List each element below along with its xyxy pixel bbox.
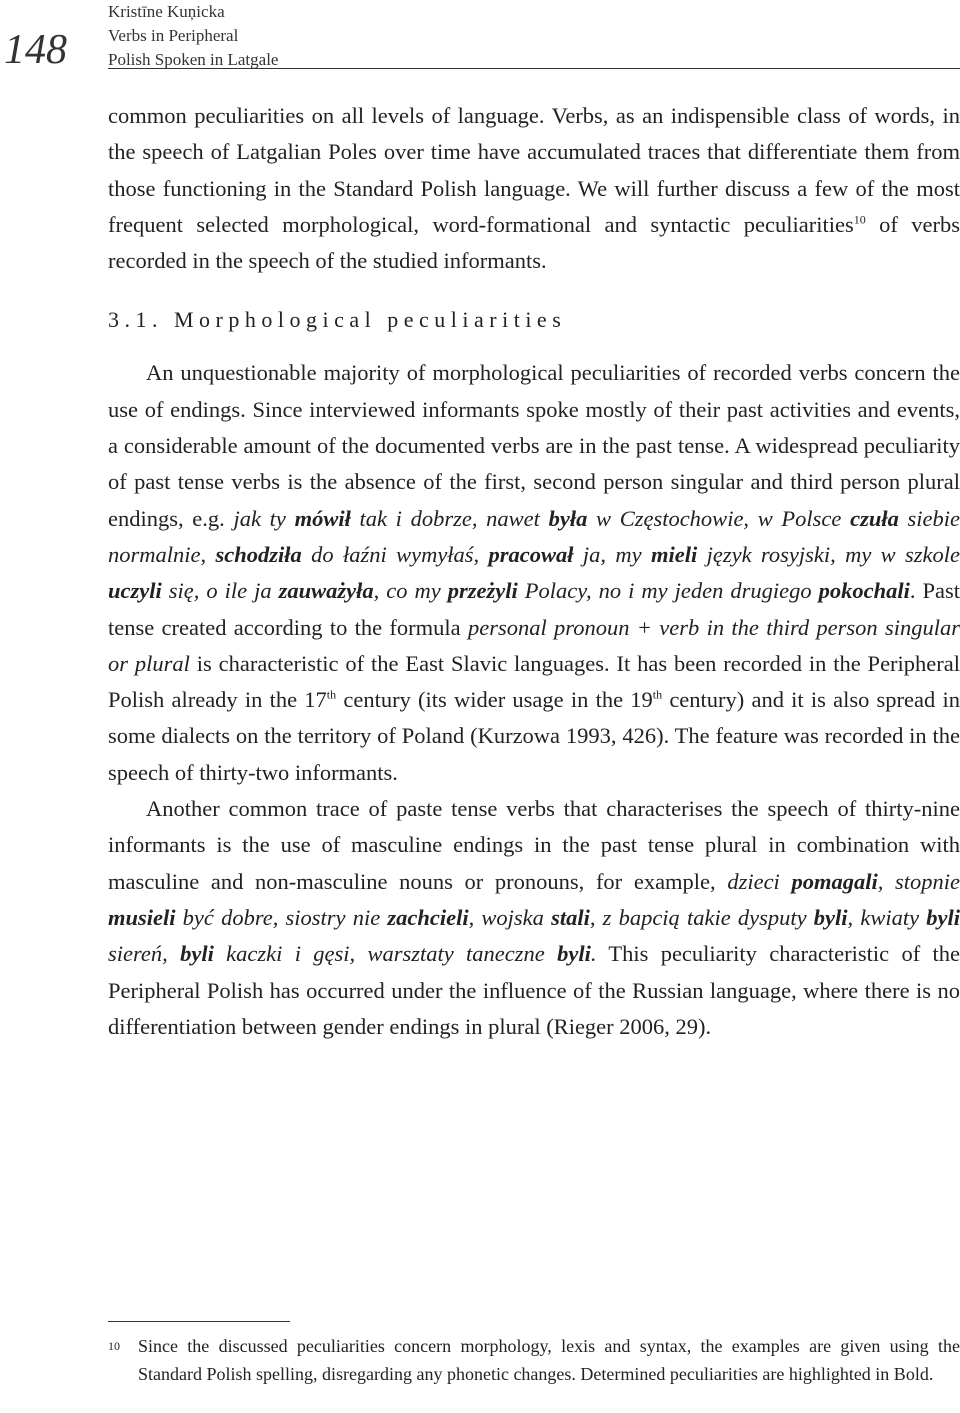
footnote — [108, 1332, 960, 1388]
paragraph-2: An unquestionable majority of morphological peculiarities of recorded verbs concern the use of endings. Since interviewed informants spoke mostly of their past activities and events, a considerable amount of the documented verbs are in the past tense. A widespread peculiarity of past tense verbs is the absence of the first, second person singular and third person plural endings, e.g. jak ty mówił tak i dobrze, nawet była w Częstochowie, w Polsce czuła siebie normalnie, schodziła do łaźni wymyłaś, pracował ja, my mieli język rosyjski, my w szkole uczyli się, o ile ja zauważyła, co my przeżyli Polacy, no i my jeden drugiego pokochali. Past tense created according to the formula personal pronoun + verb in the third person singular or plural is characteristic of the East Slavic languages. It has been recorded in the Peripheral Polish already in the 17th century (its wider usage in the 19th century) and it is also spread in some dialects on the territory of Poland (Kurzowa 1993, 426). The feature was recorded in the speech of thirty-two informants. — [108, 360, 960, 785]
footnote-rule — [108, 1321, 290, 1322]
paragraph-3: Another common trace of paste tense verbs that characterises the speech of thirty-nine informants is the use of masculine endings in the past tense plural in combination with masculine and non-masculine nouns or pronouns, for example, dzieci pomagali, stopnie musieli być dobre, siostry nie zachcieli, wojska stali, z bapcią takie dysputy byli, kwiaty byli siereń, byli kaczki i gęsi, warsztaty taneczne byli. This peculiarity characteristic of the Peripheral Polish has occurred under the influence of the Russian language, where there is no differentiation between gender endings in plural (Rieger 2006, 29). — [108, 796, 960, 1039]
footnote-ref: 10 — [853, 212, 866, 227]
paragraph-1: common peculiarities on all levels of language. Verbs, as an indispensible class of words, in the speech of Latgalian Poles over time have accumulated traces that differentiate them from those functioning in the Standard Polish language. We will further discuss a few of the most frequent selected morphological, word-formational and syntactic peculiarities$^{10}$ of verbs recorded in the speech of the studied informants. — [108, 103, 960, 274]
header-title-line-1: Verbs in Peripheral — [108, 26, 239, 45]
header-title-line-2: Polish Spoken in Latgale — [108, 50, 279, 69]
body-text — [108, 98, 960, 1045]
header-rule — [108, 68, 960, 69]
footnote-number: 10 — [108, 1339, 120, 1353]
footnote-text: Since the discussed peculiarities concern morphology, lexis and syntax, the examples are given using the Standard Polish spelling, disregarding any phonetic changes. Determined peculiarities are highlighted in Bold. — [138, 1336, 960, 1384]
header-author: Kristīne Kuņicka — [108, 2, 225, 21]
running-header — [108, 0, 278, 72]
section-heading: 3.1. Morphological peculiarities — [108, 307, 567, 333]
page-number: 148 — [4, 27, 67, 73]
